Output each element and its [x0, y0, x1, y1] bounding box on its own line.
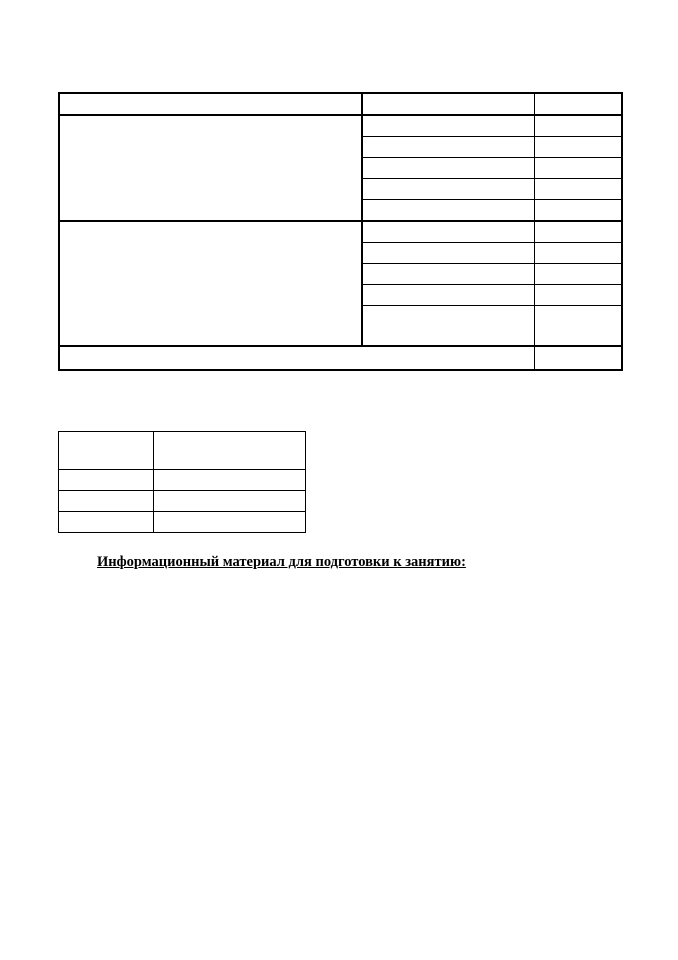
table-cell	[534, 179, 622, 200]
table-cell	[362, 264, 534, 285]
table-cell	[534, 115, 622, 137]
assessment-table	[58, 92, 623, 371]
table-cell	[534, 243, 622, 264]
section-cell-2	[59, 221, 362, 346]
info-material-heading: Информационный материал для подготовки к занятию:	[97, 554, 466, 570]
table-cell	[362, 158, 534, 179]
table-cell	[534, 221, 622, 243]
table-cell	[362, 200, 534, 222]
table-cell	[534, 93, 622, 115]
grading-table	[58, 431, 306, 533]
total-value-cell	[534, 346, 622, 370]
table-cell	[362, 179, 534, 200]
table-cell	[362, 93, 534, 115]
table-cell	[59, 512, 154, 533]
table-cell	[59, 491, 154, 512]
table-cell	[534, 264, 622, 285]
table-cell	[59, 93, 362, 115]
table-header-row	[59, 432, 306, 470]
table-cell	[534, 137, 622, 158]
table-cell	[362, 115, 534, 137]
table-cell	[362, 285, 534, 306]
table-cell	[154, 512, 306, 533]
table-cell	[59, 432, 154, 470]
table-row	[59, 221, 622, 243]
table-cell	[362, 243, 534, 264]
table-row	[59, 115, 622, 137]
table-cell	[154, 491, 306, 512]
table-cell	[534, 200, 622, 222]
table-cell	[534, 285, 622, 306]
table-total-row	[59, 346, 622, 370]
table-cell	[154, 432, 306, 470]
total-label-cell	[59, 346, 534, 370]
table-cell	[362, 306, 534, 347]
table-cell	[534, 306, 622, 347]
table-cell	[362, 137, 534, 158]
table-row	[59, 470, 306, 491]
table-cell	[362, 221, 534, 243]
table-row	[59, 512, 306, 533]
section-cell-1	[59, 115, 362, 221]
table-row	[59, 491, 306, 512]
table-cell	[534, 158, 622, 179]
table-cell	[154, 470, 306, 491]
table-header-row	[59, 93, 622, 115]
table-cell	[59, 470, 154, 491]
